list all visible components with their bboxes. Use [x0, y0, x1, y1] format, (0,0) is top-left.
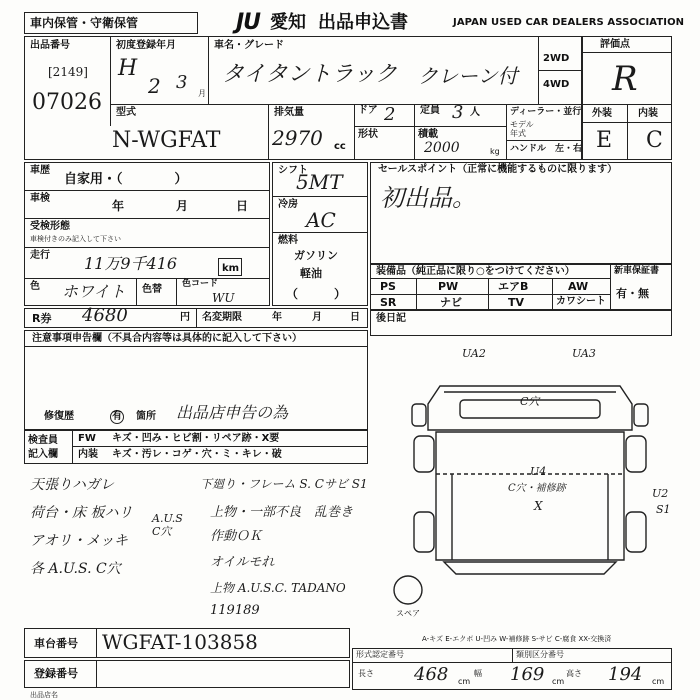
mileage-value: 11万9千416 — [84, 254, 178, 273]
capacity-value: 3 — [452, 102, 464, 123]
usage-value: 自家用・（ ） — [64, 172, 188, 187]
shift-value: 5MT — [296, 170, 343, 194]
note-4: 各 A.U.S. C穴 — [30, 561, 121, 577]
exterior-label: 外装 — [592, 108, 612, 119]
color-change-label: 色替 — [142, 284, 162, 295]
note-right-1: 下廻り・フレーム S. Cサビ S1 — [200, 477, 368, 491]
doors-label: ドア — [358, 105, 378, 116]
equip-leather: カワシート — [556, 296, 606, 307]
note-1: 天張りハガレ — [30, 477, 114, 493]
fuel-label: 燃料 — [278, 235, 298, 246]
model-year-label: モデル 年式 — [510, 120, 534, 138]
car-name: タイタントラック — [222, 62, 398, 87]
class-label: 類別区分番号 — [516, 650, 564, 659]
exterior-value: E — [596, 128, 613, 153]
displacement-label: 排気量 — [274, 107, 304, 118]
inspection-year: 年 — [112, 199, 125, 213]
score-label: 評価点 — [600, 39, 630, 50]
note-right-5: 上物 A.U.S.C. TADANO — [210, 581, 346, 595]
registration-era: H — [118, 56, 138, 81]
name-change-day: 日 — [350, 312, 360, 323]
note-right-2: 上物・一部不良 乱巻き — [210, 505, 354, 520]
lot-sub: [2149] — [48, 65, 88, 79]
drive-2wd: 2WD — [543, 53, 570, 64]
note-right-3: 作動ＯＫ — [210, 529, 263, 544]
form-title: 出品申込書 — [318, 12, 408, 33]
diagram-label-u4: U4 — [530, 465, 547, 478]
load-value: 2000 — [424, 140, 460, 156]
cert-label: 形式認定番号 — [356, 650, 404, 659]
lot-label: 出品番号 — [30, 40, 70, 51]
capacity-label: 定員 — [420, 105, 440, 116]
recycle-label: R券 — [32, 312, 52, 325]
dealer-label: ディーラー・並行 — [510, 107, 582, 117]
plate-label: 登録番号 — [34, 667, 78, 680]
equip-navi: ナビ — [440, 296, 462, 309]
width-label: 幅 — [474, 669, 482, 678]
recycle-unit: 円 — [180, 312, 190, 323]
equipment-label: 装備品（純正品に限り○をつけてください） — [376, 266, 575, 277]
color-code-value: WU — [212, 291, 235, 305]
diagram-label-u2: U2 — [652, 487, 669, 500]
mileage-unit: km — [222, 263, 240, 274]
length-label: 長さ — [358, 669, 374, 678]
note-5: A.U.S C穴 — [152, 512, 183, 538]
diagram-label-x: X — [534, 499, 543, 513]
car-grade: クレーン付 — [418, 64, 518, 88]
sales-point-text: 初出品。 — [380, 184, 476, 212]
width-unit: cm — [552, 677, 565, 686]
length-value: 468 — [414, 664, 449, 685]
recycle-value: 4680 — [82, 305, 128, 326]
receipt-label: 受検形態 — [30, 221, 70, 232]
equip-ps: PS — [380, 280, 396, 293]
diagram-label-spare: スペア — [396, 609, 420, 618]
diagram-label-c-hole-repair: C穴・補修跡 — [508, 483, 566, 494]
model-label: 型式 — [116, 107, 136, 118]
damage-legend: A-キズ E-エクボ U-凹み W-補修跡 S-サビ C-腐食 XX-交換済 — [422, 635, 612, 643]
color-code-label: 色コード — [182, 279, 219, 289]
diagram-label-c-hole-1: C穴 — [520, 395, 540, 408]
doors-value: 2 — [384, 104, 396, 125]
displacement-unit: cc — [334, 141, 346, 152]
note-2: 荷台・床 板ハリ — [30, 505, 133, 521]
equip-airbag: エアB — [498, 280, 529, 293]
equip-tv: TV — [508, 296, 525, 309]
fuel-option-diesel: 軽油 — [300, 267, 322, 280]
storage-label: 車内保管・守衛保管 — [30, 16, 139, 30]
ac-label: 冷房 — [278, 199, 298, 210]
load-label: 積載 — [418, 129, 438, 140]
note-3: アオリ・メッキ — [30, 533, 128, 549]
equip-pw: PW — [438, 280, 459, 293]
repair-mark: 有 — [112, 411, 122, 422]
mileage-label: 走行 — [30, 250, 50, 261]
height-value: 194 — [608, 664, 643, 685]
fw-items: キズ・凹み・ヒビ割・リペア跡・X要 — [112, 433, 280, 444]
fuel-paren: （ ） — [286, 287, 347, 301]
shape-label: 形状 — [358, 129, 378, 140]
registration-month: 3 — [176, 72, 188, 93]
note-right-4: オイルモれ — [210, 555, 275, 570]
notes-label: 注意事項申告欄（不具合内容等は具体的に記入して下さい） — [32, 333, 302, 344]
interior-row-label: 内装 — [78, 449, 98, 460]
displacement-value: 2970 — [272, 126, 323, 150]
ac-value: AC — [306, 208, 336, 232]
sales-point-label: セールスポイント（正常に機能するものに限ります） — [378, 164, 618, 175]
diagram-label-s1: S1 — [656, 503, 671, 516]
equip-sr: SR — [380, 296, 397, 309]
length-unit: cm — [458, 677, 471, 686]
chassis-value: WGFAT-103858 — [102, 630, 258, 654]
capacity-unit: 人 — [470, 107, 480, 118]
inspection-day: 日 — [236, 199, 249, 213]
color-value: ホワイト — [62, 282, 126, 301]
shift-label: シフト — [278, 165, 308, 176]
drive-4wd: 4WD — [543, 79, 570, 90]
width-value: 169 — [510, 664, 545, 685]
chassis-label: 車台番号 — [34, 637, 78, 650]
footer-text: 出品店名 — [30, 691, 58, 699]
registration-year: 2 — [148, 74, 161, 98]
note-right-6: 119189 — [210, 603, 260, 618]
name-change-year: 年 — [272, 312, 282, 323]
repair-location: 出品店申告の為 — [176, 403, 289, 422]
inspection-label: 車検 — [30, 193, 50, 204]
usage-label: 車歴 — [30, 165, 50, 176]
interior-value: C — [646, 128, 663, 153]
height-unit: cm — [652, 677, 665, 686]
diagram-label-ua3: UA3 — [572, 347, 596, 360]
warranty-label: 新車保証書 — [614, 266, 660, 276]
later-notes-label: 後日記 — [376, 313, 406, 324]
name-change-label: 名変期限 — [202, 312, 242, 323]
association-name: JAPAN USED CAR DEALERS ASSOCIATION — [453, 17, 685, 28]
fw-label: FW — [78, 433, 96, 444]
interior-row-items: キズ・汚レ・コゲ・穴・ミ・キレ・破 — [112, 449, 282, 460]
warranty-options: 有・無 — [616, 287, 649, 300]
name-change-month: 月 — [312, 312, 322, 323]
load-unit: kg — [490, 147, 500, 156]
score-value: R — [612, 59, 638, 99]
diagram-label-ua2: UA2 — [462, 347, 486, 360]
interior-label: 内装 — [638, 108, 658, 119]
car-name-label: 車名・グレード — [214, 40, 284, 51]
registration-month-unit: 月 — [198, 89, 206, 98]
equip-aw: AW — [568, 280, 589, 293]
color-label: 色 — [30, 281, 40, 292]
inspection-month: 月 — [176, 199, 189, 213]
model-value: N-WGFAT — [112, 128, 221, 153]
registration-label: 初度登録年月 — [116, 40, 176, 51]
height-label: 高さ — [566, 669, 582, 678]
fuel-option-gasoline: ガソリン — [294, 249, 338, 262]
lot-number: 07026 — [32, 90, 102, 115]
repair-label: 修復歴 — [44, 411, 74, 422]
branch-name: 愛知 — [270, 12, 306, 33]
receipt-note: 車検付きのみ記入して下さい — [30, 235, 121, 243]
inspector-label: 検査員 記入欄 — [28, 435, 58, 460]
ju-logo: JU — [236, 10, 261, 35]
repair-location-label: 箇所 — [136, 411, 156, 422]
handle-label: ハンドル 左・右 — [510, 144, 583, 154]
